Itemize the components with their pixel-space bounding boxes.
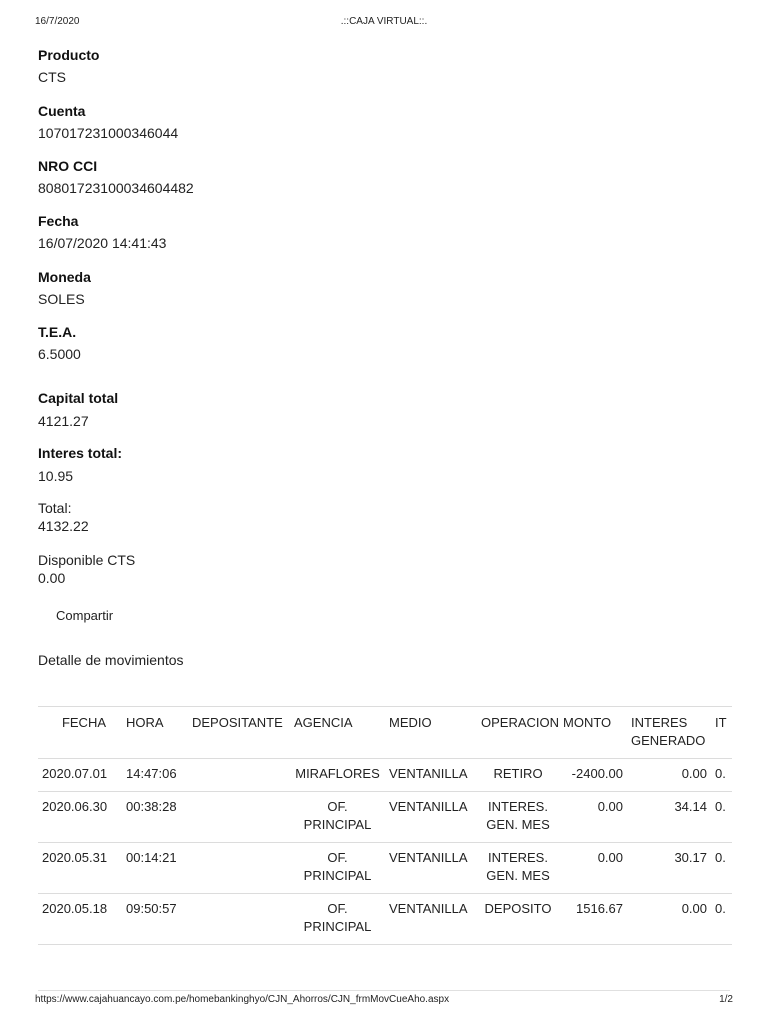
- cell-operacion: DEPOSITO: [477, 894, 559, 945]
- cell-medio: VENTANILLA: [385, 894, 477, 945]
- capital-total-label: Capital total: [38, 390, 119, 406]
- cell-fecha: 2020.05.31: [38, 843, 122, 894]
- cell-depositante: [188, 894, 290, 945]
- table-header-row: [38, 707, 732, 759]
- table-row: [38, 759, 732, 792]
- field-capital-total: [38, 389, 118, 430]
- cuenta-value: 107017231000346044: [38, 125, 179, 141]
- cell-monto: 1516.67: [559, 894, 627, 945]
- interes-total-value: 10.95: [38, 468, 74, 484]
- field-tea: [38, 323, 81, 363]
- cell-operacion: RETIRO: [477, 759, 559, 792]
- field-cuenta: [38, 102, 178, 142]
- print-title: .::CAJA VIRTUAL::.: [340, 16, 428, 27]
- cell-interes-generado: 0.00: [627, 759, 711, 792]
- moneda-label: Moneda: [38, 269, 91, 285]
- table-row: [38, 894, 732, 945]
- print-header: [35, 16, 733, 30]
- field-interes-total: [38, 444, 122, 485]
- cell-hora: 09:50:57: [122, 894, 188, 945]
- movimientos-table: [38, 706, 732, 945]
- col-header-depositante: DEPOSITANTE: [188, 707, 290, 759]
- col-header-monto: MONTO: [559, 707, 627, 759]
- print-footer: [35, 994, 733, 1008]
- cell-depositante: [188, 792, 290, 843]
- col-header-hora: HORA: [122, 707, 188, 759]
- cell-interes-generado: 34.14: [627, 792, 711, 843]
- field-producto: [38, 46, 99, 86]
- cell-monto: -2400.00: [559, 759, 627, 792]
- cell-hora: 00:38:28: [122, 792, 188, 843]
- cell-it: 0.: [711, 843, 732, 894]
- cell-agencia: OF. PRINCIPAL: [290, 792, 385, 843]
- field-moneda: [38, 268, 91, 308]
- col-header-medio: MEDIO: [385, 707, 477, 759]
- cell-depositante: [188, 759, 290, 792]
- cell-medio: VENTANILLA: [385, 759, 477, 792]
- capital-total-value: 4121.27: [38, 413, 89, 429]
- nro-cci-value: 80801723100034604482: [38, 180, 194, 196]
- cell-monto: 0.00: [559, 792, 627, 843]
- interes-total-label: Interes total:: [38, 445, 123, 461]
- nro-cci-label: NRO CCI: [38, 158, 98, 174]
- cell-interes-generado: 30.17: [627, 843, 711, 894]
- page-number: 1/2: [719, 994, 733, 1005]
- cell-operacion: INTERES. GEN. MES: [477, 843, 559, 894]
- table-row: [38, 843, 732, 894]
- cell-medio: VENTANILLA: [385, 792, 477, 843]
- cell-fecha: 2020.07.01: [38, 759, 122, 792]
- fecha-label: Fecha: [38, 213, 79, 229]
- total-label: Total:: [38, 500, 72, 516]
- col-header-it: IT: [711, 707, 732, 759]
- tea-label: T.E.A.: [38, 324, 77, 340]
- col-header-fecha: FECHA: [38, 707, 122, 759]
- cell-monto: 0.00: [559, 843, 627, 894]
- col-header-agencia: AGENCIA: [290, 707, 385, 759]
- table-row: [38, 792, 732, 843]
- producto-value: CTS: [38, 69, 66, 85]
- cell-it: 0.: [711, 792, 732, 843]
- fecha-value: 16/07/2020 14:41:43: [38, 235, 167, 251]
- cell-it: 0.: [711, 759, 732, 792]
- producto-label: Producto: [38, 47, 100, 63]
- cell-agencia: OF. PRINCIPAL: [290, 894, 385, 945]
- cell-agencia: OF. PRINCIPAL: [290, 843, 385, 894]
- cell-medio: VENTANILLA: [385, 843, 477, 894]
- footer-divider: [38, 990, 730, 991]
- cell-hora: 14:47:06: [122, 759, 188, 792]
- cell-fecha: 2020.05.18: [38, 894, 122, 945]
- field-total: [38, 499, 89, 535]
- print-date: 16/7/2020: [35, 16, 80, 27]
- total-value: 4132.22: [38, 518, 89, 534]
- cell-fecha: 2020.06.30: [38, 792, 122, 843]
- cell-agencia: MIRAFLORES: [290, 759, 385, 792]
- page-url: https://www.cajahuancayo.com.pe/homebankinghyo/CJN_Ahorros/CJN_frmMovCueAho.aspx: [35, 994, 450, 1005]
- cell-operacion: INTERES. GEN. MES: [477, 792, 559, 843]
- cuenta-label: Cuenta: [38, 103, 86, 119]
- disponible-cts-label: Disponible CTS: [38, 552, 136, 568]
- field-disponible-cts: [38, 551, 135, 587]
- cell-hora: 00:14:21: [122, 843, 188, 894]
- field-fecha: [38, 212, 166, 252]
- disponible-cts-value: 0.00: [38, 570, 66, 586]
- moneda-value: SOLES: [38, 291, 85, 307]
- col-header-operacion: OPERACION: [477, 707, 559, 759]
- col-header-interes-generado: INTERES GENERADO: [627, 707, 711, 759]
- cell-interes-generado: 0.00: [627, 894, 711, 945]
- cell-depositante: [188, 843, 290, 894]
- detalle-movimientos-title: Detalle de movimientos: [38, 652, 184, 668]
- compartir-button[interactable]: Compartir: [56, 608, 114, 623]
- tea-value: 6.5000: [38, 346, 81, 362]
- field-nro-cci: [38, 157, 194, 197]
- cell-it: 0.: [711, 894, 732, 945]
